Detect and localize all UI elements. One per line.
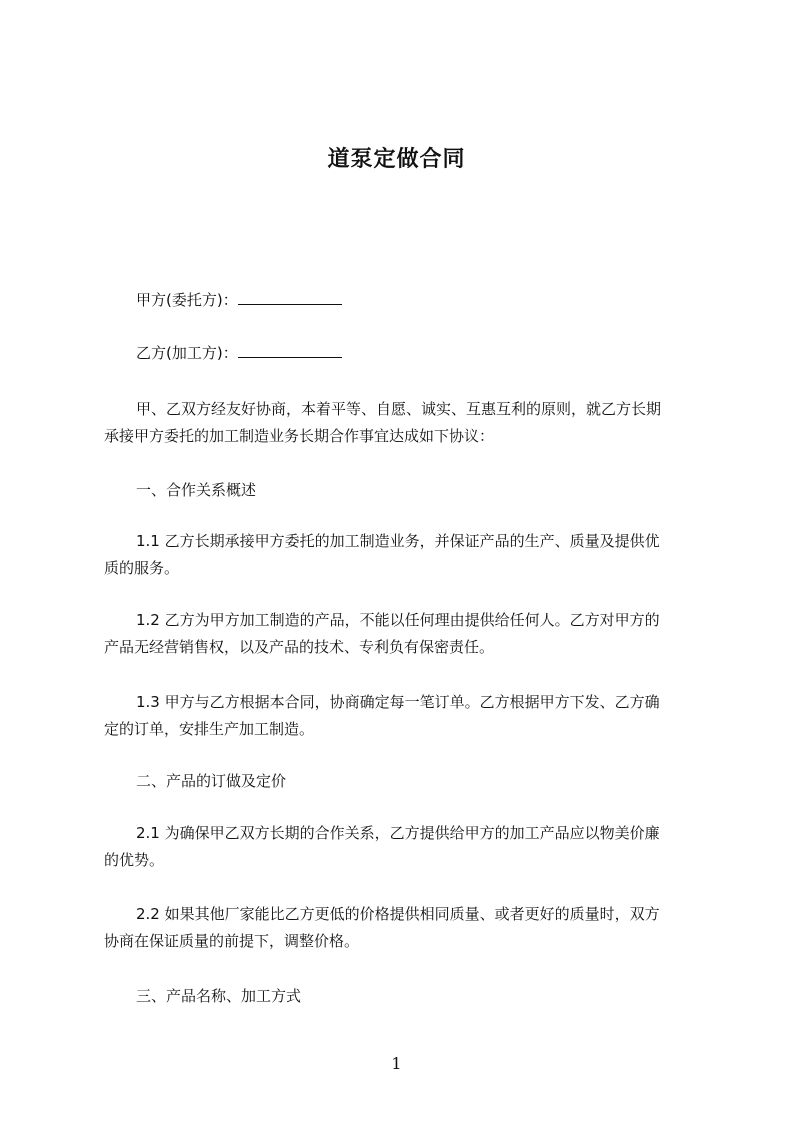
party-a-blank — [238, 290, 342, 305]
clause-1-1-line-1: 1.1 乙方长期承接甲方委托的加工制造业务，并保证产品的生产、质量及提供优 — [136, 532, 660, 550]
party-a-line — [136, 287, 736, 313]
section-2-title: 二、产品的订做及定价 — [136, 772, 287, 790]
clause-1-2-line-1: 1.2 乙方为甲方加工制造的产品，不能以任何理由提供给任何人。乙方对甲方的 — [136, 611, 660, 629]
section-3-title: 三、产品名称、加工方式 — [136, 987, 302, 1005]
clause-1-1-line-2: 质的服务。 — [104, 559, 180, 577]
intro-line-1: 甲、乙双方经友好协商，本着平等、自愿、诚实、互惠互利的原则，就乙方长期 — [136, 400, 662, 418]
clause-2-2-line-1: 2.2 如果其他厂家能比乙方更低的价格提供相同质量、或者更好的质量时，双方 — [136, 905, 660, 923]
clause-2-1-line-2: 的优势。 — [104, 851, 165, 869]
page-number: 1 — [391, 1054, 402, 1073]
clause-1-3-line-1: 1.3 甲方与乙方根据本合同，协商确定每一笔订单。乙方根据甲方下发、乙方确 — [136, 693, 660, 711]
section-1-title: 一、合作关系概述 — [136, 481, 257, 499]
document-title: 道泵定做合同 — [327, 147, 466, 172]
clause-1-3-line-2: 定的订单，安排生产加工制造。 — [104, 720, 315, 738]
clause-1-2-line-2: 产品无经营销售权，以及产品的技术、专利负有保密责任。 — [104, 638, 495, 656]
party-b-line — [136, 340, 736, 366]
party-a-label: 甲方(委托方)： — [136, 291, 238, 309]
clause-2-1-line-1: 2.1 为确保甲乙双方长期的合作关系，乙方提供给甲方的加工产品应以物美价廉 — [136, 824, 660, 842]
party-b-label: 乙方(加工方)： — [136, 344, 238, 362]
intro-line-2: 承接甲方委托的加工制造业务长期合作事宜达成如下协议： — [104, 427, 495, 445]
party-b-blank — [238, 343, 342, 358]
clause-2-2-line-2: 协商在保证质量的前提下，调整价格。 — [104, 932, 360, 950]
